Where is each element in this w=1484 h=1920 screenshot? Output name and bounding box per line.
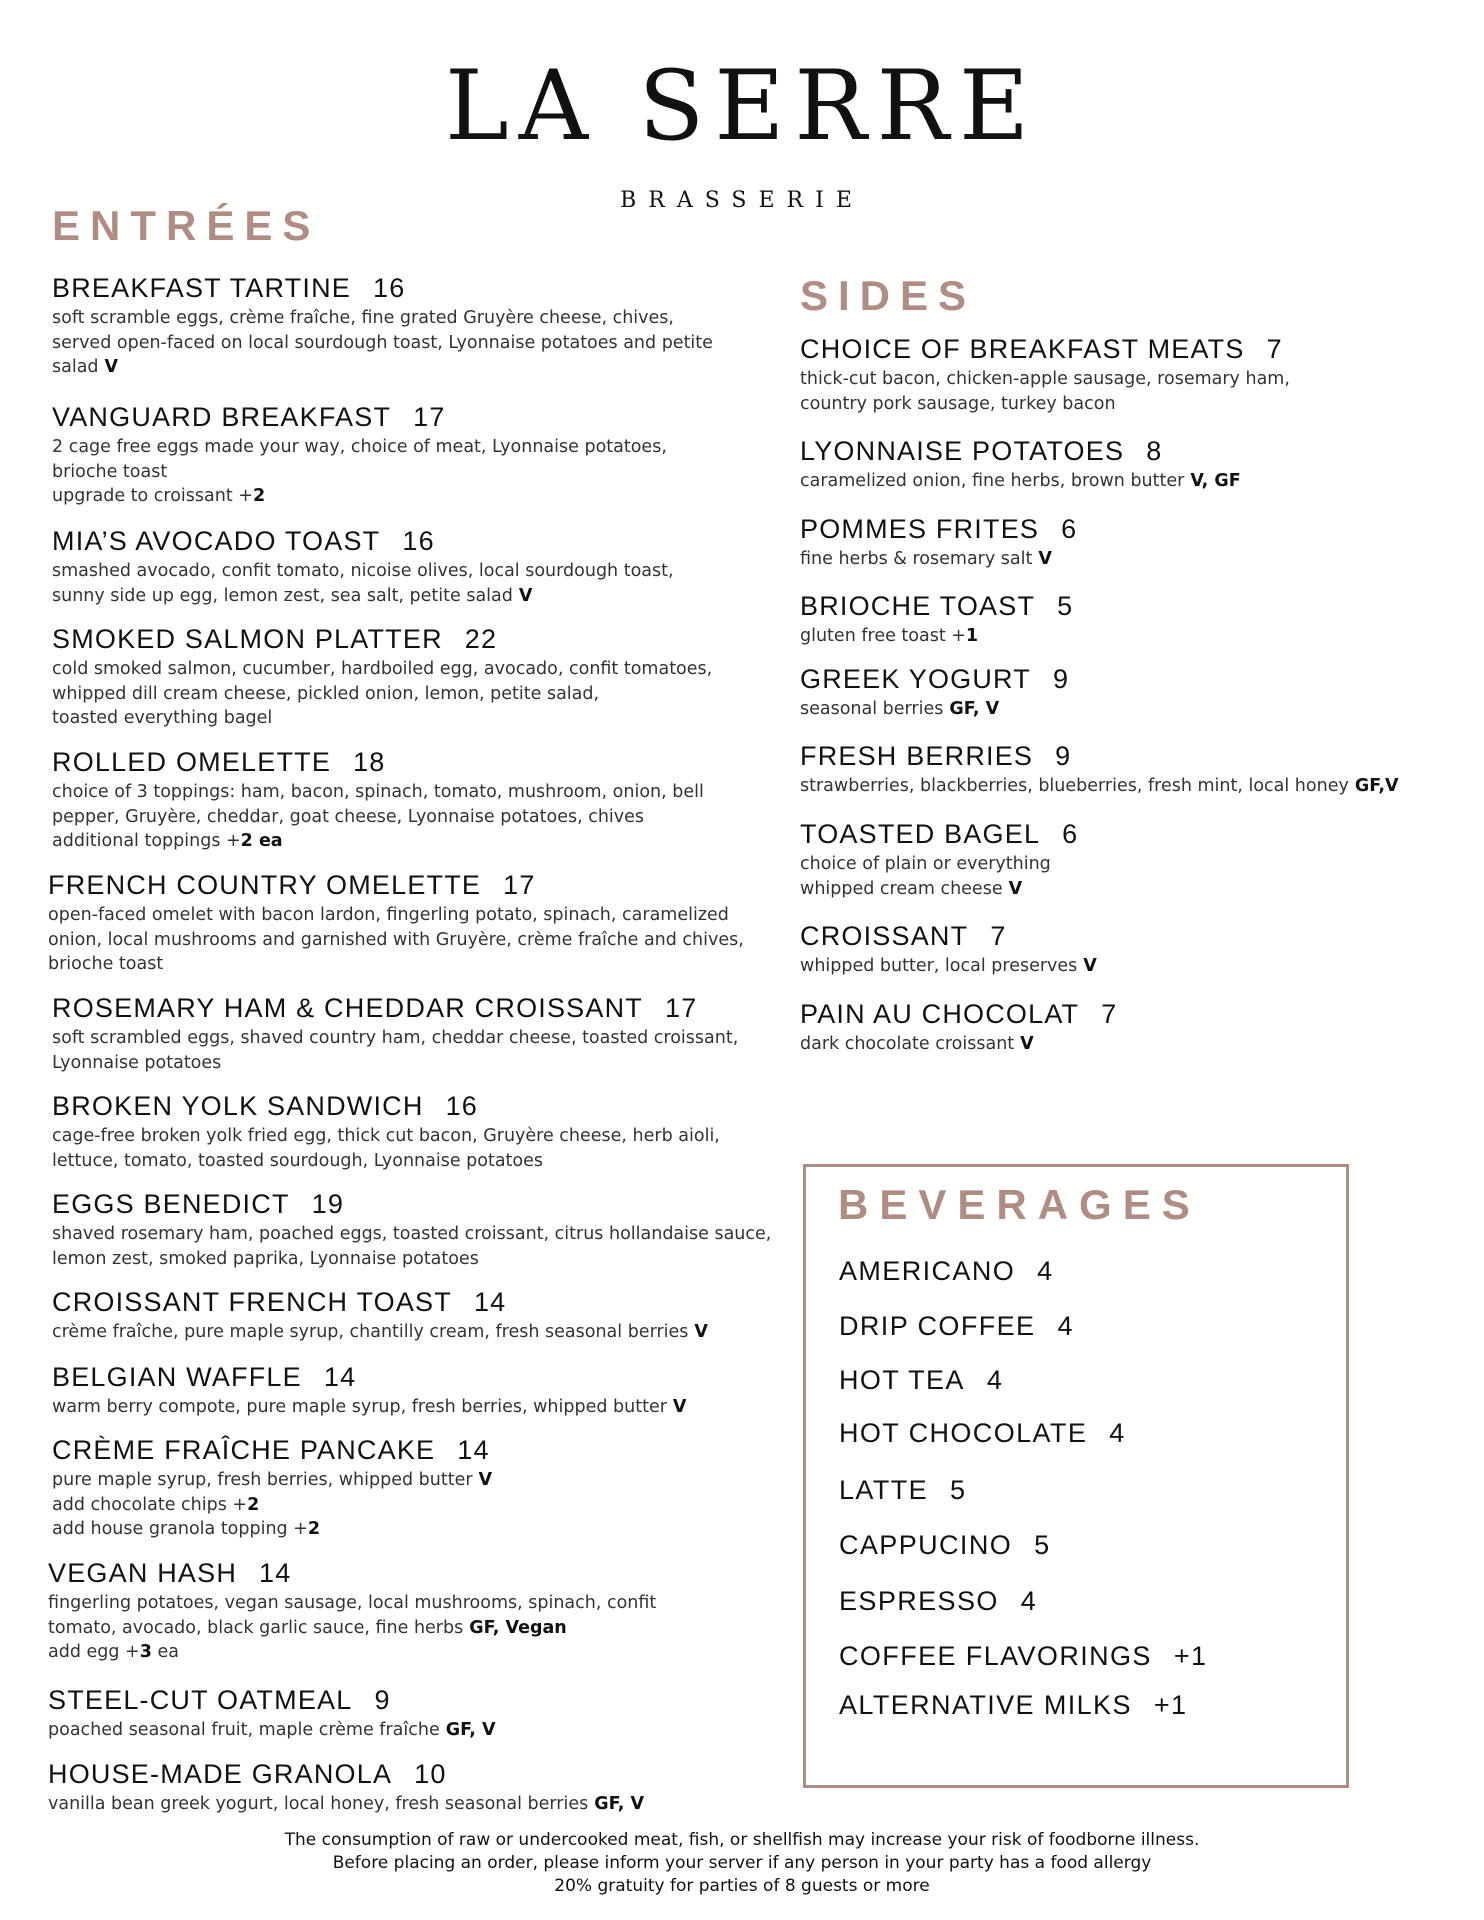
menu-item-description (48, 1792, 644, 1817)
menu-item-name: ROLLED OMELETTE (52, 747, 332, 777)
menu-item-title (48, 871, 744, 899)
description-line (52, 780, 704, 805)
description-line (52, 805, 704, 830)
addon-price: 2 ea (240, 831, 283, 852)
footer-line: The consumption of raw or undercooked meat, fish, or shellfish may increase your risk of foodborne illness. (284, 1830, 1200, 1850)
menu-item-price: 7 (1266, 334, 1283, 364)
menu-item-name: GREEK YOGURT (800, 664, 1031, 694)
description-line (48, 1792, 644, 1817)
dietary-tag: GF, Vegan (469, 1617, 567, 1638)
addon-suffix: ea (151, 1642, 179, 1663)
description-text: strawberries, blackberries, blueberries, fresh mint, local honey (800, 776, 1349, 797)
menu-item (52, 1436, 492, 1542)
menu-item-description (52, 780, 704, 854)
description-text: soft scrambled eggs, shaved country ham, cheddar cheese, toasted croissant, (52, 1028, 739, 1049)
menu-item-title (52, 748, 704, 776)
menu-item-name: CHOICE OF BREAKFAST MEATS (800, 334, 1245, 364)
menu-item (48, 1559, 656, 1665)
menu-item (800, 1000, 1117, 1057)
menu-item-description (52, 1395, 686, 1420)
beverage-price: 4 (986, 1365, 1004, 1395)
dietary-tag: GF,V (1354, 776, 1399, 797)
beverage-name: COFFEE FLAVORINGS (839, 1641, 1152, 1671)
menu-item-description (800, 697, 1069, 722)
beverage-name: ALTERNATIVE MILKS (839, 1690, 1132, 1720)
menu-item-description (52, 1320, 708, 1345)
description-text: salad (52, 357, 99, 378)
description-text: smashed avocado, confit tomato, nicoise olives, local sourdough toast, (52, 561, 674, 582)
menu-item (52, 527, 674, 608)
description-text: vanilla bean greek yogurt, local honey, fresh seasonal berries (48, 1794, 589, 1815)
menu-item-title (800, 515, 1077, 543)
menu-item (52, 1288, 708, 1345)
menu-item-title (52, 274, 713, 302)
menu-item-description (52, 435, 667, 509)
addon-text: add house granola topping + (52, 1519, 308, 1540)
menu-item (52, 1363, 686, 1420)
description-text: pure maple syrup, fresh berries, whipped butter (52, 1470, 473, 1491)
menu-item-price: 9 (1052, 664, 1070, 694)
description-line (800, 469, 1241, 494)
footer-notice (0, 1829, 1484, 1898)
beverage-name: CAPPUCINO (839, 1530, 1013, 1560)
menu-item-title (52, 1363, 686, 1391)
description-line (48, 1718, 496, 1743)
beverage-name: DRIP COFFEE (839, 1311, 1036, 1341)
beverage-name: AMERICANO (839, 1256, 1016, 1286)
beverage-item (839, 1690, 1187, 1721)
menu-item-title (48, 1686, 496, 1714)
description-line (52, 584, 674, 609)
menu-item-title (800, 437, 1241, 465)
menu-item-name: BELGIAN WAFFLE (52, 1362, 302, 1392)
menu-item-title (800, 335, 1290, 363)
menu-item (52, 274, 713, 380)
dietary-tag: V (672, 1397, 687, 1418)
menu-item-description (800, 954, 1097, 979)
beverage-name: ESPRESSO (839, 1586, 999, 1616)
footer-line: 20% gratuity for parties of 8 guests or more (554, 1876, 930, 1896)
description-text: open-faced omelet with bacon lardon, fingerling potato, spinach, caramelized (48, 905, 729, 926)
addon-price: 3 (139, 1642, 152, 1663)
menu-item-description (800, 624, 1073, 649)
description-text: seasonal berries (800, 699, 944, 720)
menu-item-price: 8 (1146, 436, 1163, 466)
description-text: fine herbs & rosemary salt (800, 549, 1033, 570)
beverage-price: 4 (1020, 1586, 1038, 1616)
description-text: tomato, avocado, black garlic sauce, fine herbs (48, 1617, 464, 1638)
menu-item-description (48, 1718, 496, 1743)
menu-item-name: PAIN AU CHOCOLAT (800, 999, 1080, 1029)
menu-item-name: SMOKED SALMON PLATTER (52, 624, 443, 654)
menu-item-description (800, 1032, 1117, 1057)
menu-item (800, 742, 1399, 799)
menu-item-title (52, 527, 674, 555)
menu-item-name: HOUSE-MADE GRANOLA (48, 1759, 393, 1789)
menu-item-name: BREAKFAST TARTINE (52, 273, 351, 303)
beverage-item (839, 1256, 1054, 1287)
description-text: brioche toast (52, 461, 168, 482)
menu-item-description (800, 547, 1077, 572)
menu-item-name: FRESH BERRIES (800, 741, 1034, 771)
description-line (52, 1320, 708, 1345)
dietary-tag: V (1038, 549, 1052, 570)
description-line (800, 852, 1078, 877)
description-text: toasted everything bagel (52, 708, 273, 729)
addon-line (52, 829, 704, 854)
description-text: country pork sausage, turkey bacon (800, 393, 1116, 414)
description-text: whipped dill cream cheese, pickled onion, lemon, petite salad, (52, 683, 600, 704)
menu-item (52, 994, 738, 1075)
description-text: poached seasonal fruit, maple crème fraîche (48, 1720, 440, 1741)
menu-item-price: 9 (374, 1685, 391, 1715)
description-text: served open-faced on local sourdough toast, Lyonnaise potatoes and petite (52, 332, 713, 353)
menu-item-name: CRÈME FRAÎCHE PANCAKE (52, 1435, 436, 1465)
menu-item-title (52, 403, 667, 431)
menu-item-title (52, 1092, 720, 1120)
description-line (52, 706, 712, 731)
menu-item (800, 665, 1069, 722)
description-line (52, 1124, 720, 1149)
menu-item (800, 592, 1073, 649)
menu-item-description (52, 1222, 771, 1271)
menu-item-description (800, 852, 1078, 901)
menu-item (52, 403, 667, 509)
menu-item-price: 14 (473, 1287, 507, 1317)
description-line (52, 1051, 738, 1076)
description-text: thick-cut bacon, chicken-apple sausage, rosemary ham, (800, 369, 1290, 390)
description-line (800, 392, 1290, 417)
menu-item-description (800, 774, 1399, 799)
description-line (800, 547, 1077, 572)
menu-item-title (52, 994, 738, 1022)
sides-heading: SIDES (800, 272, 977, 319)
menu-item-name: STEEL-CUT OATMEAL (48, 1685, 353, 1715)
description-line (52, 306, 713, 331)
menu-item (52, 1092, 720, 1173)
restaurant-logo: LA SERRE (444, 50, 1040, 162)
menu-item-description (48, 1591, 656, 1665)
addon-text: additional toppings + (52, 831, 241, 852)
menu-item (48, 1686, 496, 1743)
menu-item (52, 748, 704, 854)
addon-line (52, 1517, 492, 1542)
menu-item-price: 17 (665, 993, 698, 1023)
description-line (800, 697, 1069, 722)
menu-item-price: 10 (414, 1759, 447, 1789)
description-text: whipped cream cheese (800, 878, 1003, 899)
menu-item-title (800, 922, 1097, 950)
menu-item-title (52, 1190, 771, 1218)
menu-item-description (52, 1468, 492, 1542)
menu-item-title (52, 625, 712, 653)
addon-price: 2 (247, 1494, 260, 1515)
beverage-item (839, 1311, 1074, 1342)
description-text: lemon zest, smoked paprika, Lyonnaise potatoes (52, 1248, 479, 1269)
beverage-price: 4 (1057, 1311, 1074, 1341)
description-line (52, 657, 712, 682)
description-text: choice of plain or everything (800, 854, 1051, 875)
dietary-tag: V (1020, 1034, 1034, 1055)
menu-item (800, 922, 1097, 979)
description-text: whipped butter, local preserves (800, 956, 1078, 977)
description-line (48, 952, 744, 977)
description-line (52, 1149, 720, 1174)
description-line (52, 1247, 771, 1272)
beverage-price: +1 (1173, 1641, 1208, 1671)
dietary-tag: V (694, 1322, 708, 1343)
menu-item-price: 6 (1061, 514, 1078, 544)
menu-item-description (52, 657, 712, 731)
menu-item-price: 14 (457, 1435, 490, 1465)
beverage-price: 4 (1109, 1418, 1126, 1448)
dietary-tag: V, GF (1190, 471, 1241, 492)
dietary-tag: GF, V (949, 699, 1000, 720)
menu-item-title (800, 820, 1078, 848)
menu-item-description (52, 1124, 720, 1173)
description-line (800, 1032, 1117, 1057)
menu-item-price: 7 (990, 921, 1007, 951)
beverage-item (839, 1365, 1003, 1396)
menu-item-price: 6 (1062, 819, 1079, 849)
description-text: Lyonnaise potatoes (52, 1052, 222, 1073)
beverage-item (839, 1530, 1051, 1561)
menu-item-name: LYONNAISE POTATOES (800, 436, 1125, 466)
beverage-item (839, 1475, 966, 1506)
addon-text: add chocolate chips + (52, 1494, 248, 1515)
description-line (52, 355, 713, 380)
description-line (52, 559, 674, 584)
description-text: fingerling potatoes, vegan sausage, local mushrooms, spinach, confit (48, 1593, 657, 1614)
menu-item-description (52, 306, 713, 380)
menu-item-price: 5 (1057, 591, 1074, 621)
description-line (52, 460, 667, 485)
description-line (52, 1026, 738, 1051)
menu-item (48, 1760, 644, 1817)
beverage-price: 5 (950, 1475, 967, 1505)
menu-item-name: ROSEMARY HAM & CHEDDAR CROISSANT (52, 993, 643, 1023)
menu-item-name: CROISSANT FRENCH TOAST (52, 1287, 452, 1317)
description-line (52, 1395, 686, 1420)
description-line (52, 682, 712, 707)
beverage-price: 5 (1034, 1530, 1051, 1560)
beverages-heading: BEVERAGES (838, 1181, 1201, 1228)
description-line (48, 1591, 656, 1616)
menu-item-name: FRENCH COUNTRY OMELETTE (48, 870, 482, 900)
addon-line (800, 624, 1073, 649)
menu-item-price: 19 (311, 1189, 345, 1219)
addon-text: upgrade to croissant + (52, 486, 253, 507)
description-line (52, 1222, 771, 1247)
menu-item (800, 335, 1290, 416)
menu-item-name: BROKEN YOLK SANDWICH (52, 1091, 424, 1121)
description-line (800, 774, 1399, 799)
dietary-tag: V (1008, 878, 1023, 899)
menu-item-price: 17 (413, 402, 446, 432)
menu-item-description (800, 469, 1241, 494)
description-text: caramelized onion, fine herbs, brown butter (800, 471, 1185, 492)
menu-item-price: 22 (464, 624, 498, 654)
description-text: cage-free broken yolk fried egg, thick cut bacon, Gruyère cheese, herb aioli, (52, 1126, 720, 1147)
menu-item-name: VEGAN HASH (48, 1558, 238, 1588)
menu-item-name: VANGUARD BREAKFAST (52, 402, 392, 432)
menu-item-title (48, 1559, 656, 1587)
menu-item-price: 14 (323, 1362, 357, 1392)
beverage-name: HOT CHOCOLATE (839, 1418, 1088, 1448)
description-line (48, 1616, 656, 1641)
description-text: pepper, Gruyère, cheddar, goat cheese, Lyonnaise potatoes, chives (52, 806, 645, 827)
menu-item-title (52, 1436, 492, 1464)
description-line (52, 331, 713, 356)
beverage-item (839, 1418, 1126, 1449)
description-text: dark chocolate croissant (800, 1034, 1015, 1055)
description-text: crème fraîche, pure maple syrup, chantilly cream, fresh seasonal berries (52, 1322, 689, 1343)
beverage-item (839, 1586, 1037, 1617)
description-line (48, 928, 744, 953)
menu-item-price: 7 (1101, 999, 1118, 1029)
menu-item-description (48, 903, 744, 977)
menu-item-name: TOASTED BAGEL (800, 819, 1041, 849)
dietary-tag: V (104, 357, 119, 378)
menu-item (800, 515, 1077, 572)
menu-item (800, 820, 1078, 901)
description-text: choice of 3 toppings: ham, bacon, spinach, tomato, mushroom, onion, bell (52, 782, 704, 803)
description-text: shaved rosemary ham, poached eggs, toasted croissant, citrus hollandaise sauce, (52, 1224, 772, 1245)
menu-item-title (800, 1000, 1117, 1028)
menu-item-price: 16 (402, 526, 435, 556)
description-text: lettuce, tomato, toasted sourdough, Lyonnaise potatoes (52, 1150, 544, 1171)
restaurant-subtitle: BRASSERIE (620, 188, 864, 213)
addon-price: 2 (252, 486, 266, 507)
description-line (800, 877, 1078, 902)
menu-item-price: 16 (445, 1091, 479, 1121)
menu-item-description (800, 367, 1290, 416)
description-line (52, 435, 667, 460)
footer-line: Before placing an order, please inform your server if any person in your party has a food allergy (332, 1853, 1152, 1873)
menu-item-title (800, 742, 1399, 770)
description-text: warm berry compote, pure maple syrup, fresh berries, whipped butter (52, 1397, 667, 1418)
menu-item-name: POMMES FRITES (800, 514, 1040, 544)
menu-item-price: 16 (372, 273, 406, 303)
addon-price: 1 (965, 626, 979, 647)
dietary-tag: V (518, 585, 533, 606)
description-text: 2 cage free eggs made your way, choice of meat, Lyonnaise potatoes, (52, 437, 667, 458)
menu-item-name: BRIOCHE TOAST (800, 591, 1036, 621)
menu-item-price: 14 (259, 1558, 292, 1588)
dietary-tag: GF, V (594, 1794, 645, 1815)
menu-item-name: CROISSANT (800, 921, 969, 951)
description-text: cold smoked salmon, cucumber, hardboiled egg, avocado, confit tomatoes, (52, 659, 713, 680)
addon-line (52, 484, 667, 509)
menu-item-price: 17 (503, 870, 536, 900)
menu-item-title (800, 592, 1073, 620)
description-text: sunny side up egg, lemon zest, sea salt, petite salad (52, 585, 513, 606)
menu-item (52, 1190, 771, 1271)
menu-item-name: MIA’S AVOCADO TOAST (52, 526, 381, 556)
description-line (52, 1468, 492, 1493)
menu-item (800, 437, 1241, 494)
description-line (800, 367, 1290, 392)
addon-text: gluten free toast + (800, 626, 966, 647)
menu-item-title (52, 1288, 708, 1316)
addon-line (52, 1493, 492, 1518)
entrees-heading: ENTRÉES (52, 202, 321, 249)
menu-item-name: EGGS BENEDICT (52, 1189, 290, 1219)
menu-item-description (52, 1026, 738, 1075)
menu-item-price: 18 (353, 747, 386, 777)
beverage-name: HOT TEA (839, 1365, 965, 1395)
addon-line (48, 1640, 656, 1665)
dietary-tag: GF, V (445, 1720, 496, 1741)
menu-item (52, 625, 712, 731)
description-line (800, 954, 1097, 979)
beverage-item (839, 1641, 1207, 1672)
dietary-tag: V (478, 1470, 493, 1491)
beverage-name: LATTE (839, 1475, 929, 1505)
addon-price: 2 (307, 1519, 321, 1540)
addon-text: add egg + (48, 1642, 140, 1663)
beverage-price: +1 (1153, 1690, 1188, 1720)
description-line (48, 903, 744, 928)
description-text: onion, local mushrooms and garnished with Gruyère, crème fraîche and chives, (48, 929, 744, 950)
description-text: brioche toast (48, 954, 164, 975)
dietary-tag: V (1083, 956, 1097, 977)
description-text: soft scramble eggs, crème fraîche, fine grated Gruyère cheese, chives, (52, 308, 674, 329)
beverage-price: 4 (1037, 1256, 1054, 1286)
menu-item-price: 9 (1055, 741, 1072, 771)
menu-item-title (800, 665, 1069, 693)
menu-item-title (48, 1760, 644, 1788)
menu-item-description (52, 559, 674, 608)
menu-item (48, 871, 744, 977)
